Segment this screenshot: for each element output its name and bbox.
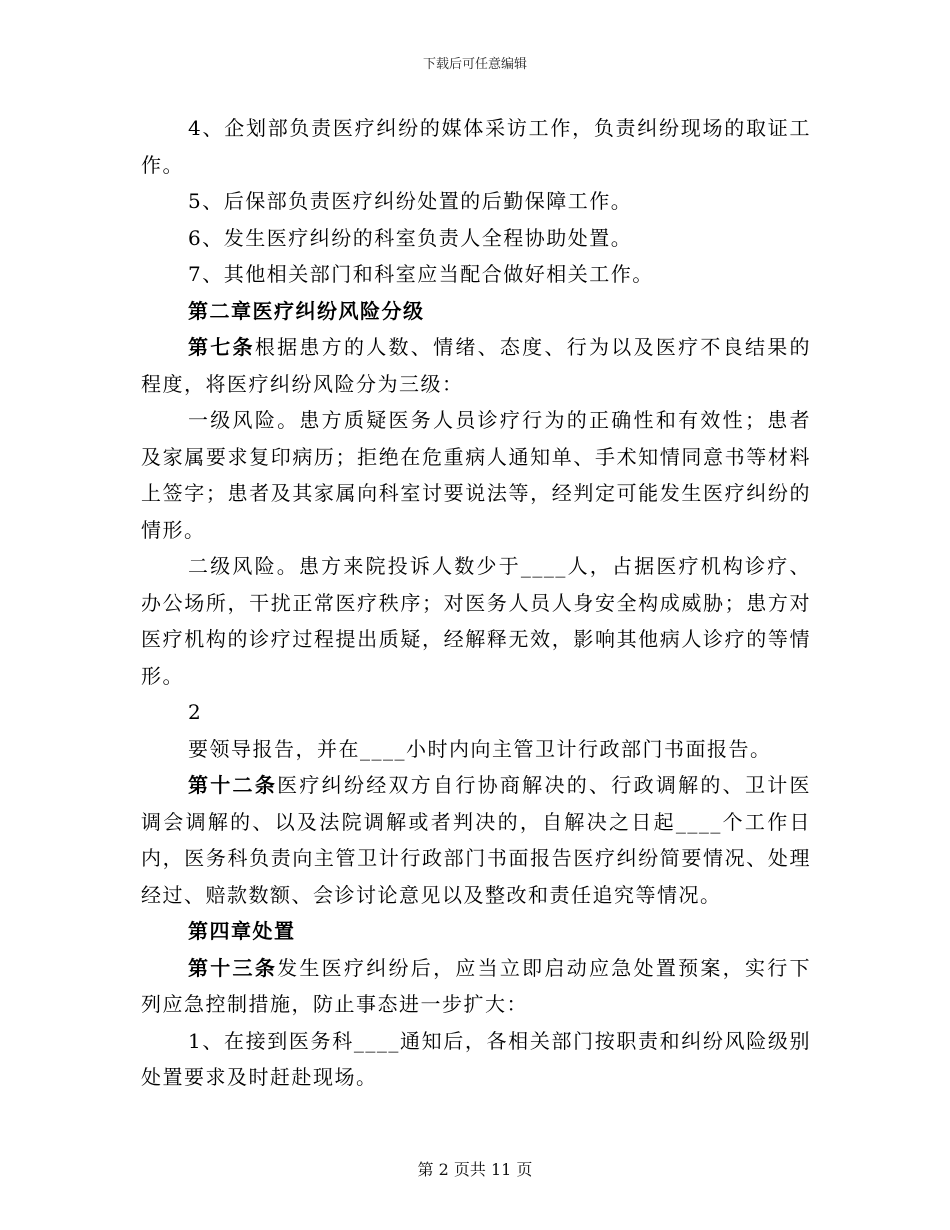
paragraph: 7、其他相关部门和科室应当配合做好相关工作。 — [188, 262, 654, 286]
article-paragraph: 第十三条发生医疗纠纷后，应当立即启动应急处置预案，实行下列应急控制措施，防止事态进一步扩大： — [141, 955, 812, 1016]
page-footer: 第 2 页共 11 页 — [417, 1160, 533, 1179]
paragraph: 要领导报告，并在____小时内向主管卫计行政部门书面报告。 — [188, 736, 772, 761]
page-header: 下载后可任意编辑 — [422, 57, 527, 72]
paragraph: 4、企划部负责医疗纠纷的媒体采访工作，负责纠纷现场的取证工作。 — [141, 116, 811, 177]
paragraph: 二级风险。患方来院投诉人数少于____人，占据医疗机构诊疗、办公场所，干扰正常医疗秩序；对医务人员人身安全构成威胁；患方对医疗机构的诊疗过程提出质疑，经解释无效，影响其他病人诊疗的等情形。 — [141, 554, 811, 688]
paragraph: 6、发生医疗纠纷的科室负责人全程协助处置。 — [188, 225, 633, 250]
paragraph: 一级风险。患方质疑医务人员诊疗行为的正确性和有效性；患者及家属要求复印病历；拒绝在危重病人通知单、手术知情同意书等材料上签字；患者及其家属向科室讨要说法等，经判定可能发生医疗纠纷的情形。 — [141, 408, 811, 542]
page-number-inline: 2 — [188, 700, 203, 724]
chapter-heading: 第四章处置 — [188, 919, 296, 943]
chapter-heading: 第二章医疗纠纷风险分级 — [188, 298, 425, 323]
article-paragraph: 第七条根据患方的人数、情绪、态度、行为以及医疗不良结果的程度，将医疗纠纷风险分为三级： — [141, 335, 812, 396]
article-paragraph: 第十二条医疗纠纷经双方自行协商解决的、行政调解的、卫计医调会调解的、以及法院调解或者判决的，自解决之日起____个工作日内，医务科负责向主管卫计行政部门书面报告医疗纠纷简要情况、处理经过、赔款数额、会诊讨论意见以及整改和责任追究等情况。 — [141, 773, 812, 907]
paragraph: 1、在接到医务科____通知后，各相关部门按职责和纠纷风险级别处置要求及时赶赴现场。 — [141, 1028, 811, 1089]
document-body — [141, 110, 811, 1096]
paragraph: 5、后保部负责医疗纠纷处置的后勤保障工作。 — [188, 189, 633, 213]
